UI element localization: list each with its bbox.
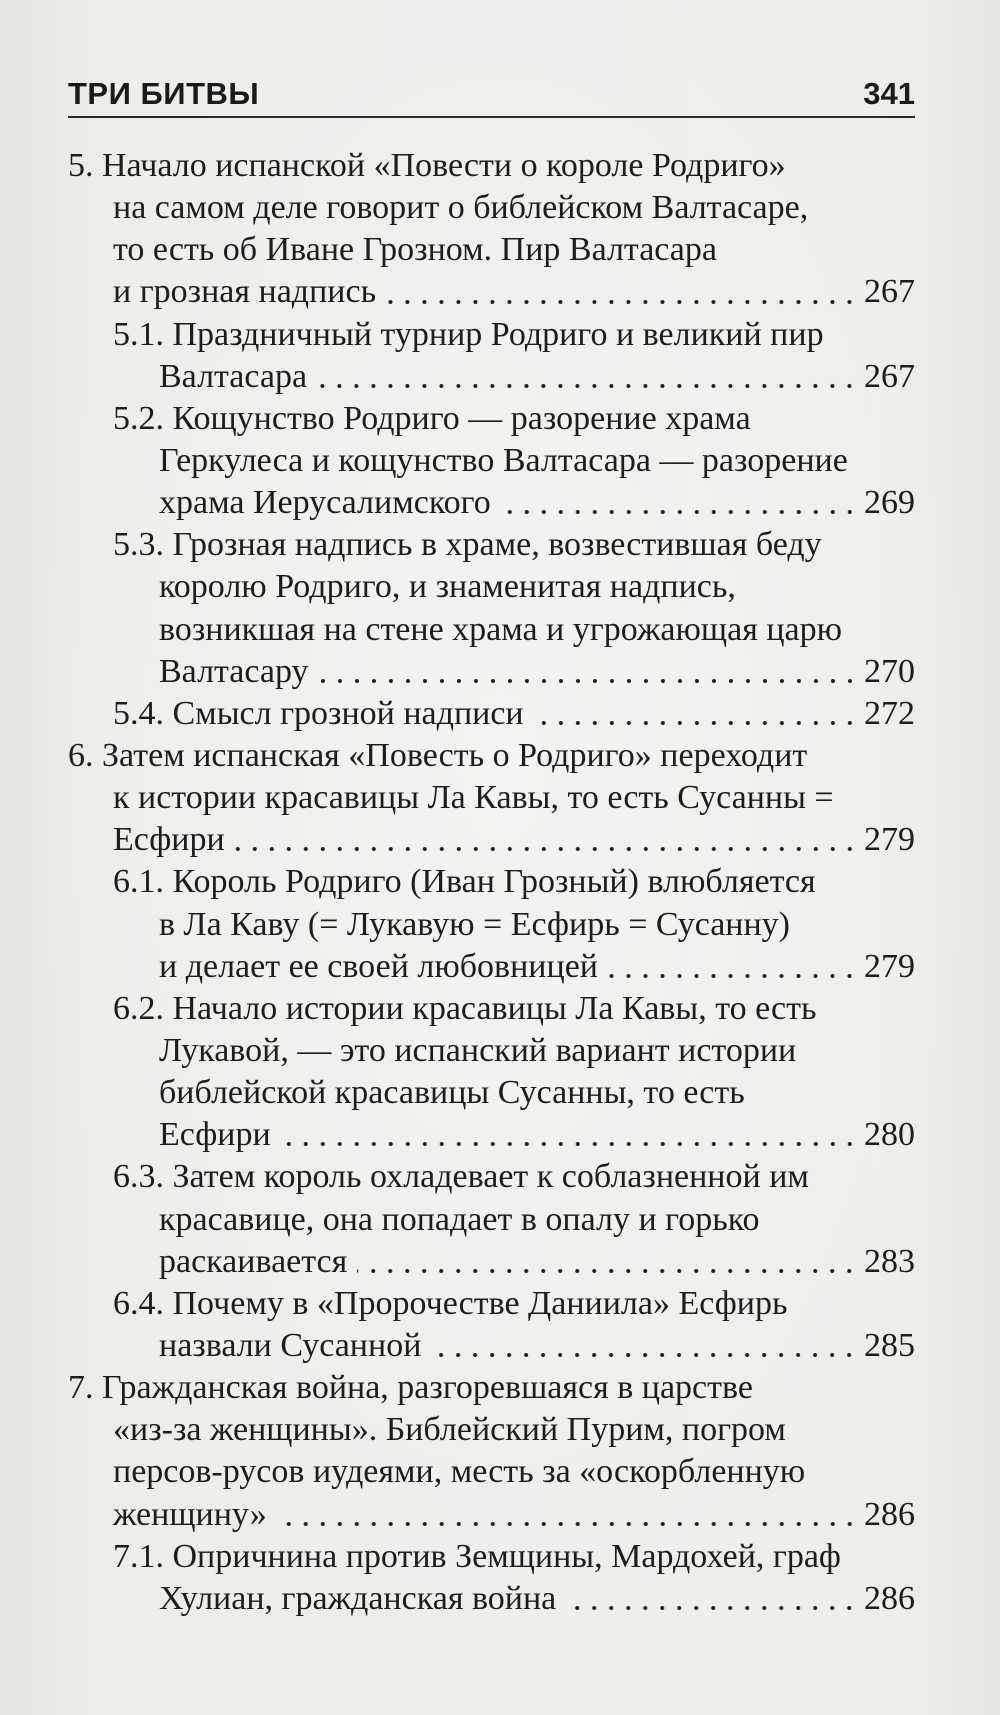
toc-entry	[68, 1536, 915, 1620]
toc-page-number: 279	[864, 947, 915, 985]
toc-leader-line	[68, 1114, 915, 1156]
toc-leader-line	[68, 1578, 915, 1620]
toc-entry	[68, 398, 915, 524]
toc-entry	[68, 145, 915, 314]
toc-leader-line	[68, 1494, 915, 1536]
toc-leader-line	[68, 946, 915, 988]
toc-line: к истории красавицы Ла Кавы, то есть Сусанны =	[113, 779, 834, 817]
toc-line: 7. Гражданская война, разгоревшаяся в царстве	[68, 1369, 753, 1407]
toc-line: 6.4. Почему в «Пророчестве Даниила» Есфирь	[113, 1284, 788, 1322]
toc-leader-line	[68, 693, 915, 735]
toc-line: женщину»	[113, 1495, 267, 1533]
toc-leader-line	[68, 1325, 915, 1367]
toc-entry	[68, 1156, 915, 1282]
toc-line: раскаивается	[159, 1242, 348, 1280]
toc-entry	[68, 314, 915, 398]
toc-line: на самом деле говорит о библейском Валтасаре,	[113, 189, 809, 227]
toc-entry	[68, 693, 915, 735]
leader-dots	[501, 482, 858, 524]
leader-dots	[357, 1241, 858, 1283]
toc-line: то есть об Иване Грозном. Пир Валтасара	[113, 231, 717, 269]
toc-leader-line	[68, 819, 915, 861]
toc-entry	[68, 861, 915, 987]
toc-line: 6. Затем испанская «Повесть о Родриго» переходит	[68, 736, 808, 774]
toc-line: в Ла Каву (= Лукавую = Есфирь = Сусанну)	[159, 905, 791, 943]
toc-line: назвали Сусанной	[159, 1326, 422, 1364]
toc-line: Валтасару	[159, 652, 309, 690]
toc-line: 7.1. Опричнина против Земщины, Мардохей, граф	[113, 1537, 841, 1575]
leader-dots	[319, 651, 858, 693]
leader-dots	[317, 356, 858, 398]
toc-entry	[68, 988, 915, 1157]
toc-line: 5.1. Праздничный турнир Родриго и великий пир	[113, 315, 824, 353]
toc-line: и делает ее своей любовницей	[159, 947, 598, 985]
toc-line: «из-за женщины». Библейский Пурим, погром	[113, 1411, 786, 1449]
toc-line: 5. Начало испанской «Повести о короле Родриго»	[68, 147, 786, 184]
toc-line: 5.3. Грозная надпись в храме, возвестившая беду	[113, 526, 822, 564]
toc-leader-line	[68, 482, 915, 524]
leader-dots	[534, 693, 858, 735]
toc-line: 6.3. Затем король охладевает к соблазненной им	[113, 1158, 809, 1196]
toc-line: 6.1. Король Родриго (Иван Грозный) влюбляется	[113, 863, 816, 901]
leader-dots	[281, 1114, 858, 1156]
toc-leader-line	[68, 651, 915, 693]
toc-entry	[68, 1367, 915, 1536]
toc-leader-line	[68, 1241, 915, 1283]
toc-line: красавице, она попадает в опалу и горько	[159, 1200, 760, 1238]
toc-page-number: 285	[864, 1326, 915, 1364]
leader-dots	[431, 1325, 858, 1367]
toc-line: Есфири	[159, 1116, 271, 1154]
toc-line: Есфири	[113, 821, 225, 859]
leader-dots	[386, 271, 858, 313]
toc-line: 5.2. Кощунство Родриго — разорение храма	[113, 399, 751, 437]
toc-line: Хулиан, гражданская война	[159, 1579, 557, 1617]
toc-page-number: 269	[864, 484, 915, 522]
toc-line: 6.2. Начало истории красавицы Ла Кавы, то есть	[113, 989, 817, 1027]
toc-page-number: 267	[864, 357, 915, 395]
toc-leader-line	[68, 271, 915, 313]
page-number: 341	[863, 76, 915, 111]
leader-dots	[566, 1578, 858, 1620]
leader-dots	[608, 946, 858, 988]
toc-entry	[68, 735, 915, 861]
toc-entry	[68, 524, 915, 693]
toc-line: Лукавой, — это испанский вариант истории	[159, 1031, 797, 1069]
toc-entry	[68, 1283, 915, 1367]
leader-dots	[235, 819, 858, 861]
table-of-contents	[68, 145, 915, 1620]
toc-page-number: 272	[864, 694, 915, 732]
running-title: ТРИ БИТВЫ	[68, 76, 260, 111]
toc-line: королю Родриго, и знаменитая надпись,	[159, 568, 736, 606]
toc-line: персов-русов иудеями, месть за «оскорбленную	[113, 1453, 806, 1491]
toc-page-number: 279	[864, 821, 915, 859]
toc-page-number: 286	[864, 1579, 915, 1617]
toc-line: Валтасара	[159, 357, 308, 395]
toc-line: возникшая на стене храма и угрожающая царю	[159, 610, 843, 648]
toc-page-number: 270	[864, 652, 915, 690]
running-header	[68, 72, 915, 118]
toc-page-number: 267	[864, 273, 915, 311]
toc-page-number: 280	[864, 1116, 915, 1154]
toc-line: библейской красавицы Сусанны, то есть	[159, 1074, 745, 1112]
toc-page-number: 283	[864, 1242, 915, 1280]
toc-line: 5.4. Смысл грозной надписи	[113, 694, 524, 732]
toc-line: Геркулеса и кощунство Валтасара — разорение	[159, 441, 848, 479]
toc-line: храма Иерусалимского	[159, 484, 491, 522]
toc-page-number: 286	[864, 1495, 915, 1533]
toc-line: и грозная надпись	[113, 273, 377, 311]
leader-dots	[277, 1494, 858, 1536]
toc-leader-line	[68, 356, 915, 398]
